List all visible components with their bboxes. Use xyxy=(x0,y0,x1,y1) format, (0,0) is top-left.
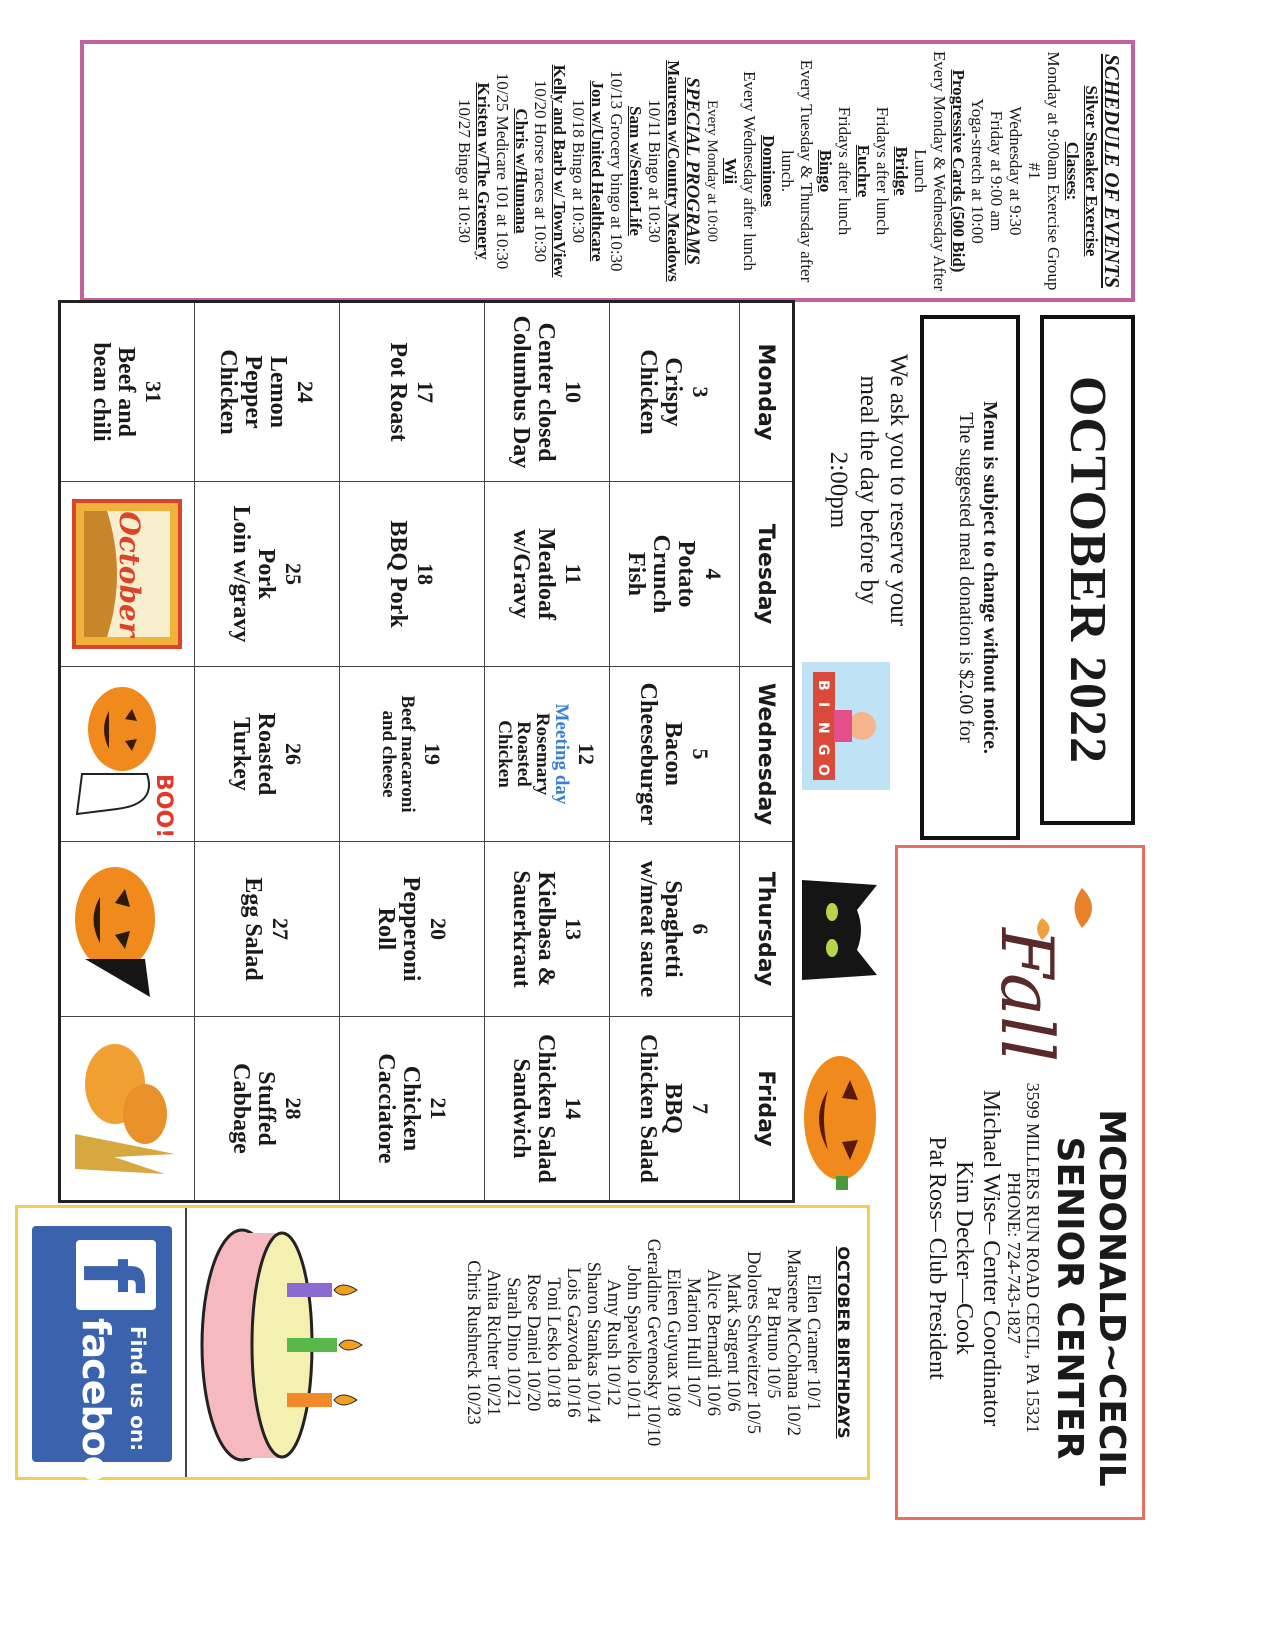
day-number: 17 xyxy=(413,381,439,403)
staff-president: Pat Ross– Club President xyxy=(924,1136,950,1380)
october-sign-icon xyxy=(73,484,183,664)
calendar-day-cell xyxy=(340,302,485,482)
menu-item: Rosemary Roasted Chicken xyxy=(494,712,553,796)
menu-notice-box xyxy=(920,315,1020,840)
schedule-line: Every Wednesday after lunch xyxy=(740,71,759,271)
svg-text:N: N xyxy=(815,722,831,734)
birthday-cake-icon xyxy=(192,1223,362,1468)
menu-item: Pork Loin w/gravy xyxy=(228,505,279,643)
schedule-line: Yoga-stretch at 10:00 xyxy=(968,98,987,244)
schedule-title: SCHEDULE OF EVENTS xyxy=(1100,53,1124,289)
calendar-day-cell xyxy=(60,1017,195,1202)
birthday-entry: Rose Daniel 10/20 xyxy=(523,1273,543,1412)
weekday-friday: Friday xyxy=(740,1017,794,1202)
calendar-day-cell xyxy=(610,667,740,842)
menu-item: Lemon Pepper Chicken xyxy=(215,349,292,435)
day-number: 24 xyxy=(293,381,319,403)
schedule-heading: Euchre xyxy=(854,144,873,198)
calendar-day-cell xyxy=(485,482,610,667)
calendar-week-row xyxy=(195,302,340,1202)
calendar-day-cell xyxy=(195,1017,340,1202)
witch-hat-pumpkin-icon xyxy=(70,844,185,1014)
menu-item: BBQ Pork xyxy=(385,520,412,628)
schedule-heading: Kristen w/The Greenery xyxy=(474,82,493,260)
svg-text:BOO!: BOO! xyxy=(151,774,177,839)
schedule-line: Wednesday at 9:30 xyxy=(1006,106,1025,236)
calendar-day-cell xyxy=(340,482,485,667)
schedule-heading: Sam w/SeniorLife xyxy=(626,106,645,236)
jack-o-lantern-icon xyxy=(802,1050,880,1190)
day-number: 10 xyxy=(561,381,586,403)
calendar-day-cell xyxy=(610,302,740,482)
month-title: OCTOBER 2022 xyxy=(1040,315,1135,825)
schedule-heading: Maureen w/Country Meadows xyxy=(664,60,683,282)
day-number: 28 xyxy=(281,1097,306,1120)
calendar-day-cell xyxy=(60,482,195,667)
menu-item: Beef and bean chili xyxy=(88,342,140,442)
birthday-entry: Toni Lesko 10/18 xyxy=(543,1277,563,1408)
menu-notice-text: Menu is subject to change without notice. xyxy=(979,401,1001,754)
schedule-of-events-box xyxy=(80,40,1135,302)
divider xyxy=(185,1208,187,1477)
schedule-line: 10/27 Bingo at 10:30 xyxy=(455,98,474,244)
schedule-heading: Progressive Cards (500 Bid) xyxy=(949,69,968,273)
center-address: 3599 MILLERS RUN ROAD CECIL, PA 15321 xyxy=(1023,1082,1043,1434)
day-number: 27 xyxy=(268,918,294,940)
menu-item: Pot Roast xyxy=(385,342,412,442)
pumpkins-wheat-icon xyxy=(70,1019,185,1198)
schedule-line: Fridays after lunch xyxy=(835,106,854,236)
calendar-day-cell xyxy=(485,302,610,482)
day-number: 12 xyxy=(574,743,599,765)
birthdays-box xyxy=(15,1205,870,1506)
facebook-badge[interactable] xyxy=(32,1226,172,1506)
day-number: 13 xyxy=(561,918,586,940)
calendar-day-cell xyxy=(340,667,485,842)
schedule-heading: Bridge xyxy=(892,146,911,196)
menu-item: Center closed Columbus Day xyxy=(508,315,559,469)
schedule-heading: Silver Sneaker Exercise xyxy=(1082,85,1101,257)
calendar-day-cell xyxy=(610,1017,740,1202)
schedule-line: 10/25 Medicare 101 at 10:30 xyxy=(493,72,512,270)
center-contact xyxy=(923,1018,1042,1498)
calendar-day-cell xyxy=(340,842,485,1017)
menu-item: BBQ Chicken Salad xyxy=(635,1034,687,1183)
day-number: 18 xyxy=(413,563,439,585)
birthday-list xyxy=(463,1208,823,1477)
calendar-day-cell xyxy=(195,667,340,842)
day-number: 11 xyxy=(561,563,586,585)
schedule-line: Every Tuesday & Thursday after lunch. xyxy=(778,59,816,283)
schedule-line: 10/11 Bingo at 10:30 xyxy=(645,99,664,243)
schedule-heading: Classes: xyxy=(1063,141,1082,201)
center-name: MCDONALD~CECIL SENIOR CENTER xyxy=(1049,1109,1132,1487)
schedule-heading: Chris w/Humana xyxy=(512,108,531,234)
schedule-list xyxy=(455,50,1101,292)
facebook-find-text: Find us on: xyxy=(126,1326,150,1452)
calendar-day-cell xyxy=(195,842,340,1017)
facebook-logo-icon: f xyxy=(76,1240,156,1310)
day-number: 20 xyxy=(426,918,451,940)
schedule-line: 10/13 Grocery bingo at 10:30 xyxy=(607,70,626,272)
birthday-entry: Ellen Cramer 10/1 xyxy=(803,1274,823,1411)
calendar-day-cell xyxy=(60,302,195,482)
schedule-line: Friday at 9:00 am xyxy=(987,110,1006,232)
calendar-week-row xyxy=(485,302,610,1202)
calendar-day-cell xyxy=(60,842,195,1017)
birthday-entry: Amy Rush 10/12 xyxy=(603,1279,623,1406)
calendar-week-row xyxy=(60,302,195,1202)
weekday-tuesday: Tuesday xyxy=(740,482,794,667)
menu-item: Pepperoni Roll xyxy=(373,876,424,982)
boo-pumpkin-ghost-icon xyxy=(68,669,188,839)
birthday-entry: Sharon Stankas 10/14 xyxy=(583,1261,603,1424)
birthday-entry: Anita Richter 10/21 xyxy=(483,1269,503,1416)
calendar-day-cell xyxy=(340,1017,485,1202)
schedule-heading: Wii xyxy=(721,157,740,185)
menu-item: Chicken Cacciatore xyxy=(373,1053,424,1164)
svg-text:G: G xyxy=(815,744,831,756)
calendar-week-row xyxy=(610,302,740,1202)
birthday-entry: John Spavelko 10/11 xyxy=(623,1265,643,1420)
schedule-heading: Dominoes xyxy=(759,135,778,207)
menu-item: Meatloaf w/Gravy xyxy=(508,528,559,620)
reserve-notice: We ask you to reserve your meal the day before by 2:00pm xyxy=(825,353,912,627)
birthday-entry: Sarah Dino 10/21 xyxy=(503,1277,523,1408)
schedule-heading: SPECIAL PROGRAMS xyxy=(682,77,703,265)
center-info-box xyxy=(895,845,1145,1520)
menu-item: Egg Salad xyxy=(240,877,267,981)
schedule-line: Every Monday & Wednesday After Lunch xyxy=(911,50,949,292)
calendar-day-cell xyxy=(195,302,340,482)
menu-item: Bacon Cheeseburger xyxy=(635,682,687,826)
day-number: 14 xyxy=(561,1097,586,1120)
schedule-line: 10/18 Bingo at 10:30 xyxy=(569,98,588,244)
day-number: 25 xyxy=(281,563,306,585)
bingo-clipart-icon xyxy=(802,662,890,790)
birthday-entry: Chris Rushneck 10/23 xyxy=(463,1260,483,1425)
schedule-heading: Kelly and Barb w/ TownView xyxy=(550,64,569,278)
calendar-day-cell xyxy=(485,1017,610,1202)
black-cat-icon xyxy=(802,870,887,990)
day-number: 3 xyxy=(688,386,714,398)
birthday-entry: Geraldine Gevenosky 10/10 xyxy=(643,1238,663,1447)
schedule-heading: Bingo xyxy=(816,149,835,193)
calendar-day-cell xyxy=(485,842,610,1017)
birthday-entry: Eileen Guyuax 10/8 xyxy=(663,1268,683,1417)
staff-coordinator: Michael Wise– Center Coordinator xyxy=(978,1089,1004,1427)
birthday-entry: Alice Bernardi 10/6 xyxy=(703,1269,723,1416)
menu-item: Beef macaroni and cheese xyxy=(378,695,418,813)
weekday-wednesday: Wednesday xyxy=(740,667,794,842)
svg-text:O: O xyxy=(815,764,831,776)
calendar-day-cell xyxy=(610,482,740,667)
schedule-line: Every Monday at 10:00 xyxy=(704,99,720,243)
donation-text: The suggested meal donation is $2.00 for xyxy=(955,412,977,743)
day-number: 7 xyxy=(688,1103,714,1114)
menu-item: Chicken Salad Sandwich xyxy=(508,1034,559,1183)
day-number: 21 xyxy=(426,1097,451,1120)
schedule-line: Monday at 9:00am Exercise Group #1 xyxy=(1025,51,1063,291)
weekday-monday: Monday xyxy=(740,302,794,482)
birthday-entry: Mark Sargent 10/6 xyxy=(723,1273,743,1412)
day-number: 19 xyxy=(420,743,445,765)
birthday-entry: Marsene McCohana 10/2 xyxy=(783,1248,803,1436)
calendar-day-cell xyxy=(195,482,340,667)
day-number: 26 xyxy=(281,743,306,765)
menu-item: Spaghetti w/meat sauce xyxy=(635,860,687,998)
birthday-entry: Lois Gazvoda 10/16 xyxy=(563,1267,583,1418)
birthday-entry: Pat Bruno 10/5 xyxy=(763,1286,783,1399)
svg-text:B: B xyxy=(815,680,831,691)
calendar-day-cell xyxy=(485,667,610,842)
birthday-entry: Dolores Schweitzer 10/5 xyxy=(743,1251,763,1434)
birthday-entry: Marion Hull 10/7 xyxy=(683,1277,703,1408)
schedule-line: Fridays after lunch xyxy=(873,106,892,236)
day-number: 5 xyxy=(688,748,714,760)
weekday-header-row xyxy=(740,302,794,1202)
svg-text:I: I xyxy=(815,702,831,708)
schedule-line: 10/20 Horse races at 10:30 xyxy=(531,79,550,263)
schedule-heading: Jon w/United Healthcare xyxy=(588,80,607,262)
day-number: 6 xyxy=(688,923,714,935)
svg-text:October: October xyxy=(113,511,147,637)
menu-item: Kielbasa & Sauerkraut xyxy=(508,870,559,988)
facebook-brand-text: facebook xyxy=(74,1318,118,1506)
center-phone: PHONE: 724-743-1827 xyxy=(1004,1172,1024,1344)
menu-item: Crispy Chicken xyxy=(635,349,687,435)
calendar-day-cell xyxy=(60,667,195,842)
menu-item: Potato Crunch Fish xyxy=(623,534,699,614)
birthdays-title: OCTOBER BIRTHDAYS xyxy=(834,1246,853,1439)
weekday-thursday: Thursday xyxy=(740,842,794,1017)
day-number: 31 xyxy=(141,381,167,403)
menu-item: Stuffed Cabbage xyxy=(228,1063,279,1154)
svg-text:Fall: Fall xyxy=(985,928,1069,1063)
calendar-week-row xyxy=(340,302,485,1202)
staff-cook: Kim Decker—Cook xyxy=(951,1161,977,1355)
day-number: 4 xyxy=(701,568,726,580)
calendar-day-cell xyxy=(610,842,740,1017)
menu-item: Roasted Turkey xyxy=(228,712,279,796)
menu-calendar xyxy=(58,300,795,1203)
meeting-day-note: Meeting day xyxy=(551,703,572,805)
